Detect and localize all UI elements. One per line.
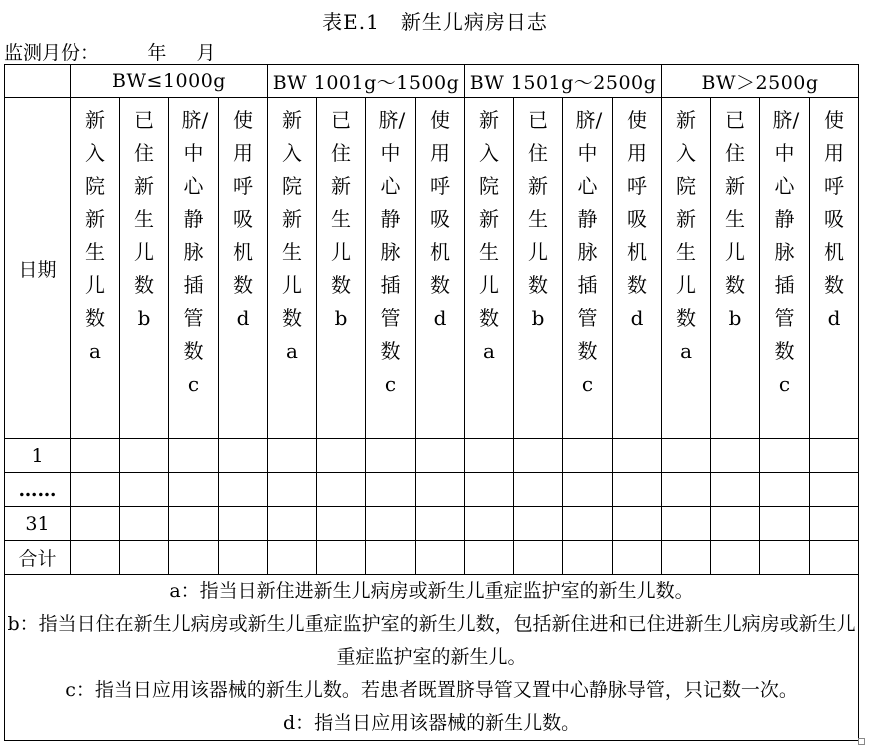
col-catheter-c: 脐/中心静脉插管数c — [169, 98, 219, 439]
data-cell[interactable] — [366, 473, 416, 507]
notes-row — [5, 575, 859, 741]
data-cell[interactable] — [219, 541, 268, 575]
data-cell[interactable] — [219, 473, 268, 507]
note-d: d：指当日应用该器械的新生儿数。 — [282, 712, 581, 734]
col-ventilator-d: 使用呼吸机数d — [219, 98, 268, 439]
data-cell[interactable] — [760, 439, 810, 473]
row-label: 1 — [5, 439, 71, 473]
data-cell[interactable] — [416, 439, 465, 473]
data-cell[interactable] — [465, 507, 514, 541]
data-cell[interactable] — [514, 507, 563, 541]
note-a: a：指当日新住进新生儿病房或新生儿重症监护室的新生儿数。 — [169, 580, 694, 602]
data-cell[interactable] — [563, 541, 613, 575]
row-label-total: 合计 — [5, 541, 71, 575]
data-cell[interactable] — [711, 541, 760, 575]
col-new-admissions-a: 新入院新生儿数a — [662, 98, 711, 439]
data-cell[interactable] — [514, 473, 563, 507]
notes-cell — [5, 575, 859, 741]
data-cell[interactable] — [268, 541, 317, 575]
row-label: 31 — [5, 507, 71, 541]
table-row — [5, 439, 859, 473]
data-cell[interactable] — [268, 473, 317, 507]
col-new-admissions-a: 新入院新生儿数a — [71, 98, 120, 439]
group-header-bw-gt-2500: BW＞2500g — [662, 65, 859, 98]
data-cell[interactable] — [416, 541, 465, 575]
table-row — [5, 507, 859, 541]
data-cell[interactable] — [810, 541, 859, 575]
col-catheter-c: 脐/中心静脉插管数c — [563, 98, 613, 439]
data-cell[interactable] — [810, 473, 859, 507]
row-label: …… — [5, 473, 71, 507]
data-cell[interactable] — [563, 439, 613, 473]
col-ventilator-d: 使用呼吸机数d — [613, 98, 662, 439]
data-cell[interactable] — [662, 507, 711, 541]
data-cell[interactable] — [317, 507, 366, 541]
data-cell[interactable] — [71, 473, 120, 507]
group-header-row — [5, 65, 859, 98]
data-cell[interactable] — [366, 541, 416, 575]
col-catheter-c: 脐/中心静脉插管数c — [366, 98, 416, 439]
data-cell[interactable] — [465, 439, 514, 473]
data-cell[interactable] — [514, 439, 563, 473]
data-cell[interactable] — [613, 473, 662, 507]
data-cell[interactable] — [810, 507, 859, 541]
data-cell[interactable] — [169, 541, 219, 575]
col-catheter-c: 脐/中心静脉插管数c — [760, 98, 810, 439]
data-cell[interactable] — [169, 473, 219, 507]
data-cell[interactable] — [760, 473, 810, 507]
data-cell[interactable] — [711, 473, 760, 507]
data-cell[interactable] — [268, 507, 317, 541]
neonatal-ward-log-table — [4, 64, 859, 741]
data-cell[interactable] — [317, 439, 366, 473]
data-cell[interactable] — [120, 439, 169, 473]
data-cell[interactable] — [760, 507, 810, 541]
data-cell[interactable] — [317, 541, 366, 575]
data-cell[interactable] — [169, 439, 219, 473]
page-corner-marker — [858, 738, 865, 745]
col-ventilator-d: 使用呼吸机数d — [416, 98, 465, 439]
data-cell[interactable] — [169, 507, 219, 541]
data-cell[interactable] — [268, 439, 317, 473]
data-cell[interactable] — [613, 541, 662, 575]
data-cell[interactable] — [662, 473, 711, 507]
data-cell[interactable] — [760, 541, 810, 575]
col-ventilator-d: 使用呼吸机数d — [810, 98, 859, 439]
data-cell[interactable] — [366, 439, 416, 473]
data-cell[interactable] — [711, 507, 760, 541]
data-cell[interactable] — [563, 473, 613, 507]
data-cell[interactable] — [514, 541, 563, 575]
col-inpatients-b: 已住新生儿数b — [711, 98, 760, 439]
column-header-row — [5, 98, 859, 439]
group-header-bw-1501-2500: BW 1501g～2500g — [465, 65, 662, 98]
data-cell[interactable] — [366, 507, 416, 541]
col-inpatients-b: 已住新生儿数b — [514, 98, 563, 439]
col-inpatients-b: 已住新生儿数b — [317, 98, 366, 439]
data-cell[interactable] — [563, 507, 613, 541]
data-cell[interactable] — [219, 439, 268, 473]
table-row — [5, 473, 859, 507]
table-row — [5, 541, 859, 575]
data-cell[interactable] — [416, 507, 465, 541]
col-new-admissions-a: 新入院新生儿数a — [268, 98, 317, 439]
col-new-admissions-a: 新入院新生儿数a — [465, 98, 514, 439]
data-cell[interactable] — [711, 439, 760, 473]
note-c: c：指当日应用该器械的新生儿数。若患者既置脐导管又置中心静脉导管，只记数一次。 — [65, 679, 798, 701]
data-cell[interactable] — [219, 507, 268, 541]
data-cell[interactable] — [662, 541, 711, 575]
data-cell[interactable] — [465, 473, 514, 507]
data-cell[interactable] — [120, 541, 169, 575]
data-cell[interactable] — [810, 439, 859, 473]
data-cell[interactable] — [613, 439, 662, 473]
data-cell[interactable] — [416, 473, 465, 507]
data-cell[interactable] — [613, 507, 662, 541]
page-title: 表E.1 新生儿病房日志 — [322, 10, 548, 34]
data-cell[interactable] — [71, 507, 120, 541]
data-cell[interactable] — [120, 473, 169, 507]
data-cell[interactable] — [317, 473, 366, 507]
data-cell[interactable] — [662, 439, 711, 473]
data-cell[interactable] — [71, 541, 120, 575]
data-cell[interactable] — [71, 439, 120, 473]
group-header-bw-le-1000: BW≤1000g — [71, 65, 268, 98]
data-cell[interactable] — [465, 541, 514, 575]
data-cell[interactable] — [120, 507, 169, 541]
col-inpatients-b: 已住新生儿数b — [120, 98, 169, 439]
group-header-bw-1001-1500: BW 1001g～1500g — [268, 65, 465, 98]
note-b: b：指当日住在新生儿病房或新生儿重症监护室的新生儿数，包括新住进和已住进新生儿病房或新生儿重症监护室的新生儿。 — [7, 613, 856, 668]
corner-cell — [5, 65, 71, 98]
date-header: 日期 — [5, 98, 71, 439]
monitoring-month-label: 监测月份： 年 月 — [4, 42, 216, 64]
